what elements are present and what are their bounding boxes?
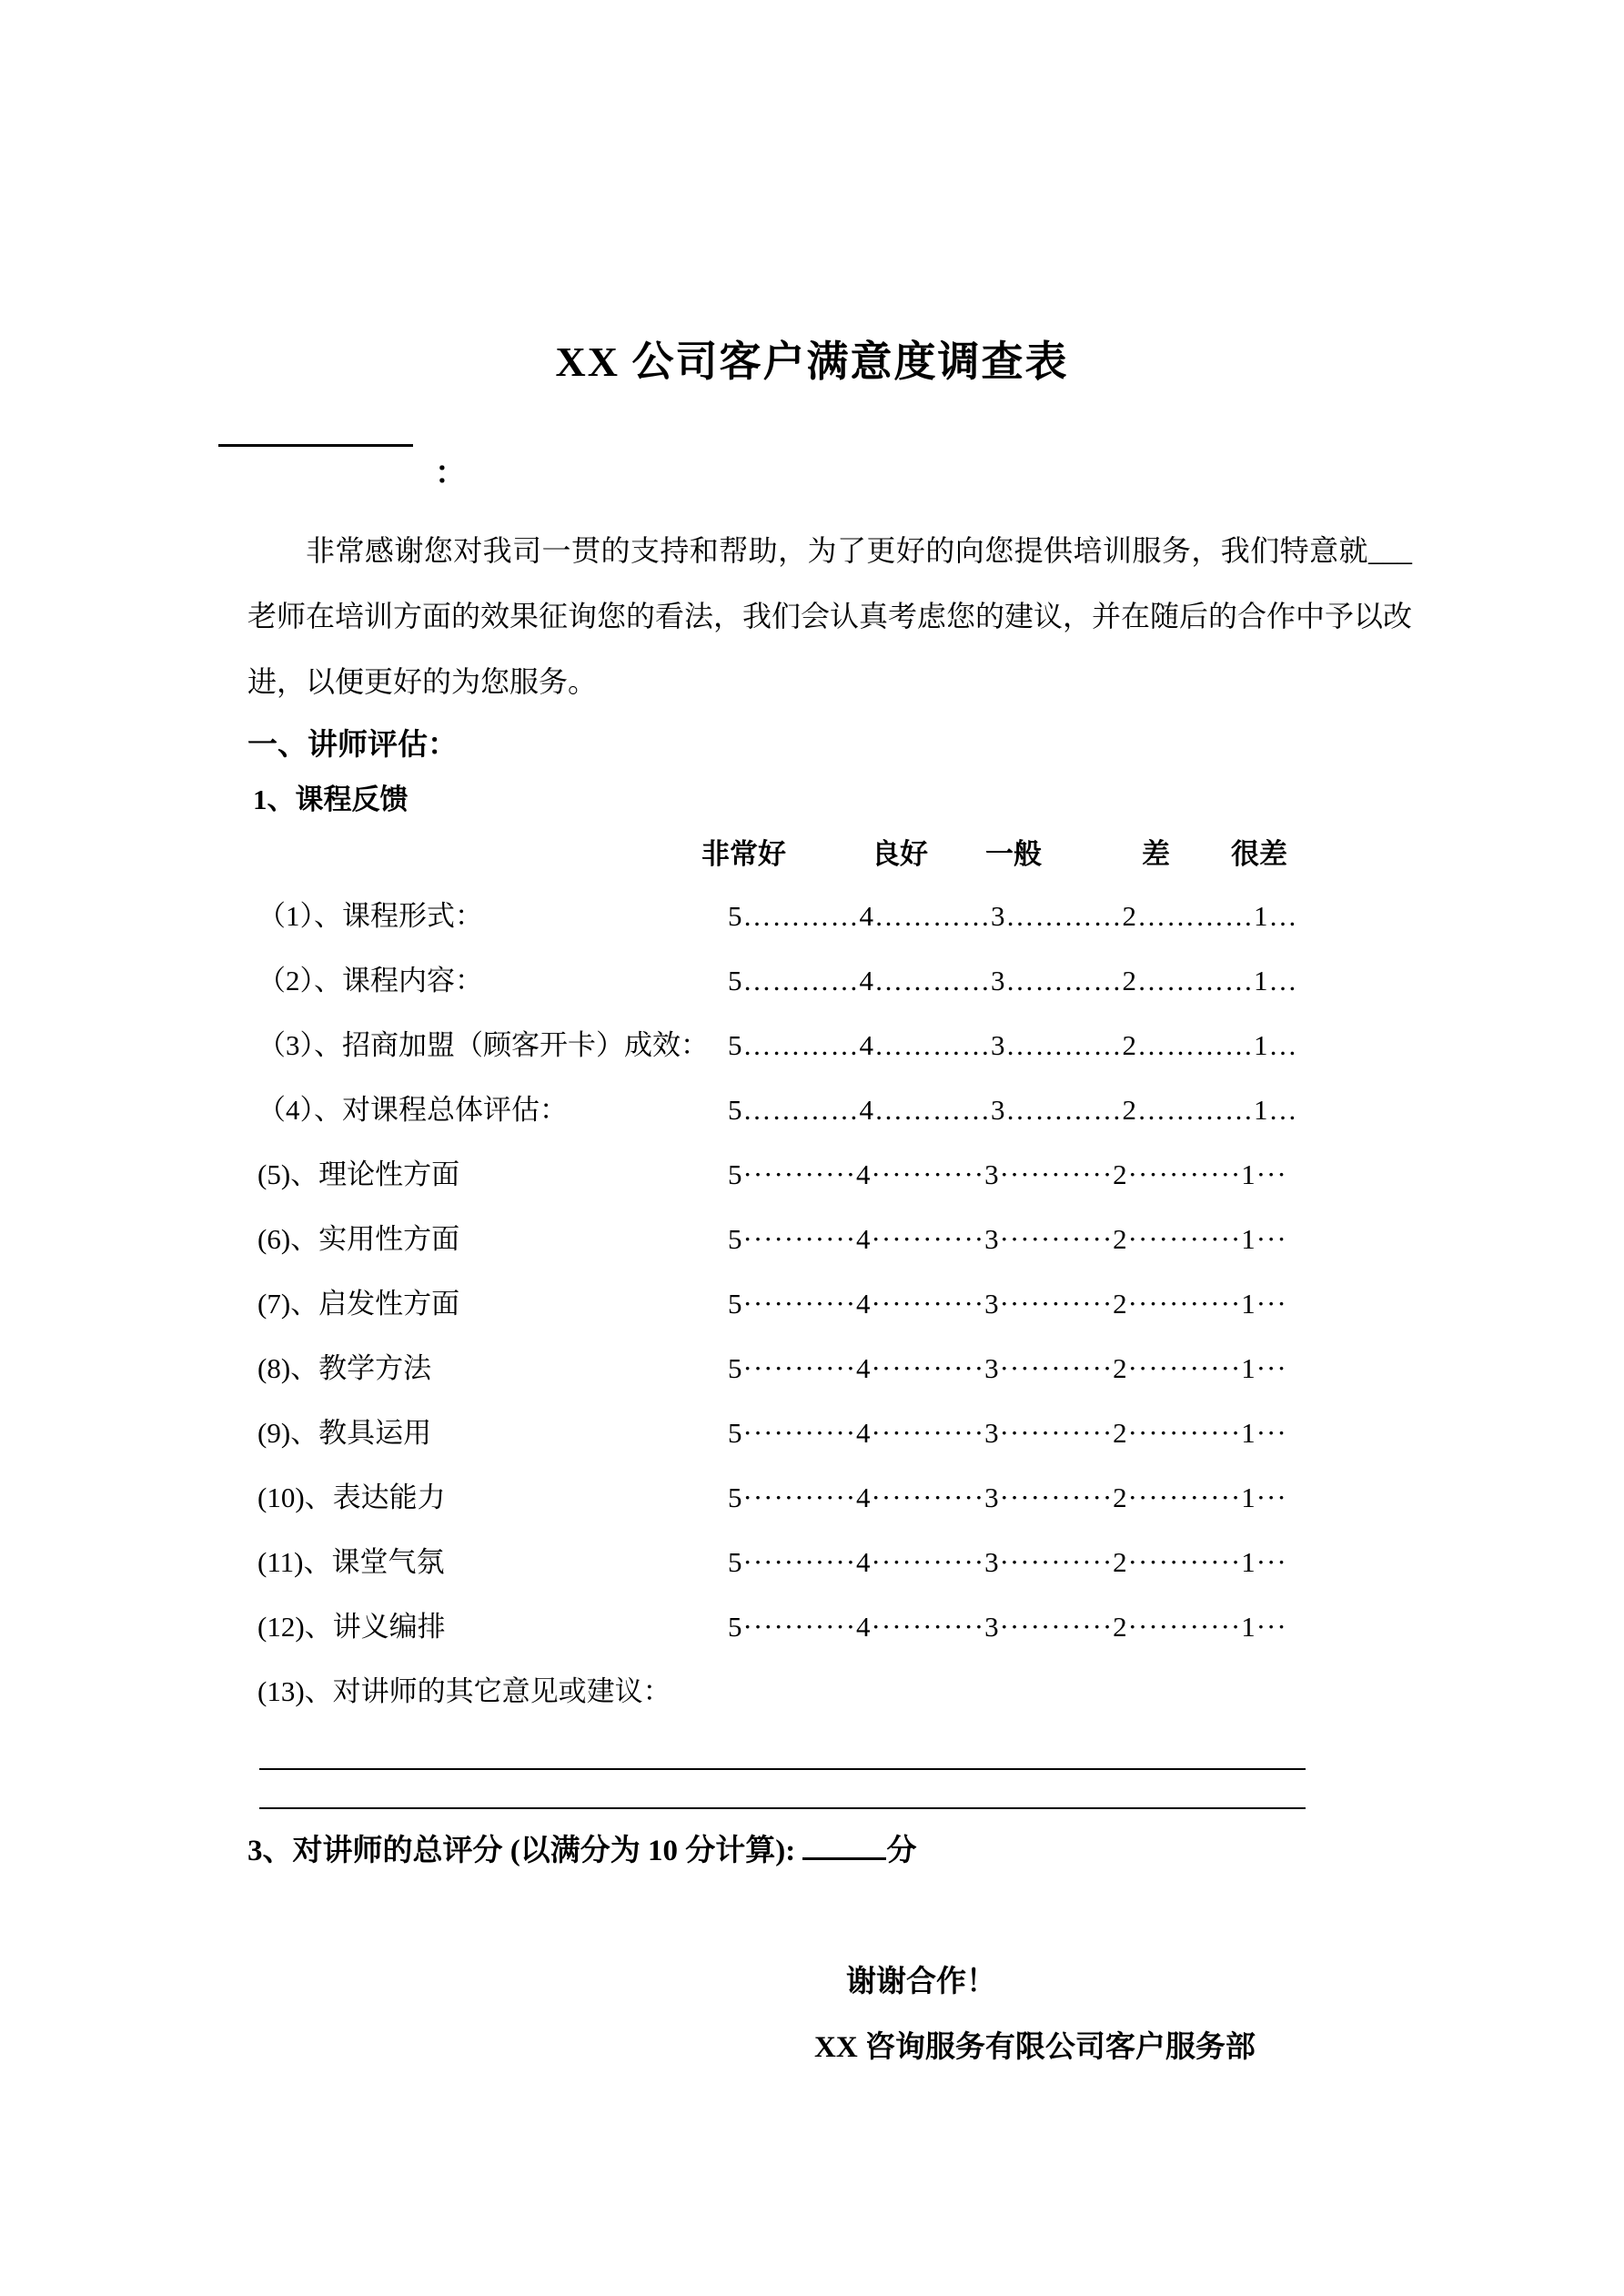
rating-header-very-poor: 很差 [1231, 838, 1287, 870]
rating-row-teaching-method [257, 1336, 1406, 1401]
rating-row-label: （4）、对课程总体评估： [257, 1094, 568, 1126]
rating-header-average: 一般 [985, 838, 1042, 870]
rating-row-label: (5)、理论性方面 [257, 1158, 460, 1190]
rating-row-teaching-aids [257, 1401, 1406, 1465]
thanks-text: 谢谢合作！ [846, 1966, 996, 1998]
rating-scale[interactable]: 5···········4···········3···········2···········1··· [728, 1417, 1287, 1449]
rating-header-good: 良好 [872, 838, 928, 870]
rating-row-merchant-recruiting-results [257, 1013, 1406, 1077]
rating-row-label: (11)、课堂气氛 [257, 1546, 445, 1578]
rating-row-label: (9)、教具运用 [257, 1417, 432, 1449]
rating-scale[interactable]: 5…………4…………3…………2…………1… [728, 1094, 1298, 1126]
company-signature: XX 咨询服务有限公司客户服务部 [814, 2031, 1256, 2064]
rating-row-classroom-atmosphere [257, 1530, 1406, 1594]
rating-row-label: (12)、讲义编排 [257, 1611, 446, 1643]
rating-scale[interactable]: 5···········4···········3···········2···········1··· [728, 1288, 1287, 1320]
rating-scale[interactable]: 5···········4···········3···········2···········1··· [728, 1546, 1287, 1578]
recipient-colon: ： [435, 457, 466, 491]
rating-row-course-format [257, 884, 1406, 948]
rating-row-label: (6)、实用性方面 [257, 1223, 460, 1255]
rating-scale[interactable]: 5···········4···········3···········2···········1··· [728, 1352, 1287, 1384]
rating-scale[interactable]: 5···········4···········3···········2···········1··· [728, 1482, 1287, 1513]
rating-row-label: (8)、教学方法 [257, 1352, 432, 1384]
rating-scale[interactable]: 5···········4···········3···········2···········1··· [728, 1158, 1287, 1190]
rating-scale[interactable]: 5…………4…………3…………2…………1… [728, 1029, 1298, 1061]
intro-paragraph: 非常感谢您对我司一贯的支持和帮助，为了更好的向您提供培训服务，我们特意就___老师在培训方面的效果征询您的看法，我们会认真考虑您的建议，并在随后的合作中予以改进，以便更好的为您服务。 [247, 534, 1413, 698]
comment-blank-line-2[interactable] [259, 1807, 1306, 1809]
rating-scale-header [257, 825, 1406, 884]
rating-scale[interactable]: 5…………4…………3…………2…………1… [728, 965, 1298, 996]
recipient-name-blank-line[interactable] [218, 444, 413, 447]
rating-header-poor: 差 [1142, 838, 1170, 870]
total-score-unit: 分 [886, 1835, 917, 1867]
comment-blank-line-1[interactable] [259, 1768, 1306, 1770]
document-title: XX 公司客户满意度调查表 [555, 339, 1069, 385]
rating-row-inspirational-aspect [257, 1271, 1406, 1336]
rating-row-other-comments [257, 1659, 1406, 1724]
rating-row-label: (7)、启发性方面 [257, 1288, 460, 1320]
rating-row-course-content [257, 948, 1406, 1013]
rating-header-excellent: 非常好 [701, 838, 786, 870]
rating-row-label: （3）、招商加盟（顾客开卡）成效： [257, 1029, 709, 1061]
total-score-line [247, 1824, 1406, 1878]
rating-scale[interactable]: 5···········4···········3···········2···········1··· [728, 1223, 1287, 1255]
total-score-blank[interactable] [802, 1826, 886, 1860]
rating-row-handout-arrangement [257, 1594, 1406, 1659]
rating-row-label: (13)、对讲师的其它意见或建议： [257, 1675, 671, 1707]
rating-row-overall-course-evaluation [257, 1077, 1406, 1142]
rating-row-label: （1）、课程形式： [257, 900, 483, 932]
rating-row-label: （2）、课程内容： [257, 965, 483, 996]
rating-row-theoretical-aspect [257, 1142, 1406, 1207]
section-heading-lecturer-evaluation: 一、讲师评估： [247, 729, 458, 762]
rating-row-expression-ability [257, 1465, 1406, 1530]
rating-row-practical-aspect [257, 1207, 1406, 1271]
total-score-label: 3、对讲师的总评分 (以满分为 10 分计算): [247, 1835, 803, 1867]
rating-scale[interactable]: 5···········4···········3···········2···········1··· [728, 1611, 1287, 1643]
subsection-heading-course-feedback: 1、课程反馈 [253, 784, 409, 815]
rating-scale[interactable]: 5…………4…………3…………2…………1… [728, 900, 1298, 932]
rating-row-label: (10)、表达能力 [257, 1482, 446, 1513]
